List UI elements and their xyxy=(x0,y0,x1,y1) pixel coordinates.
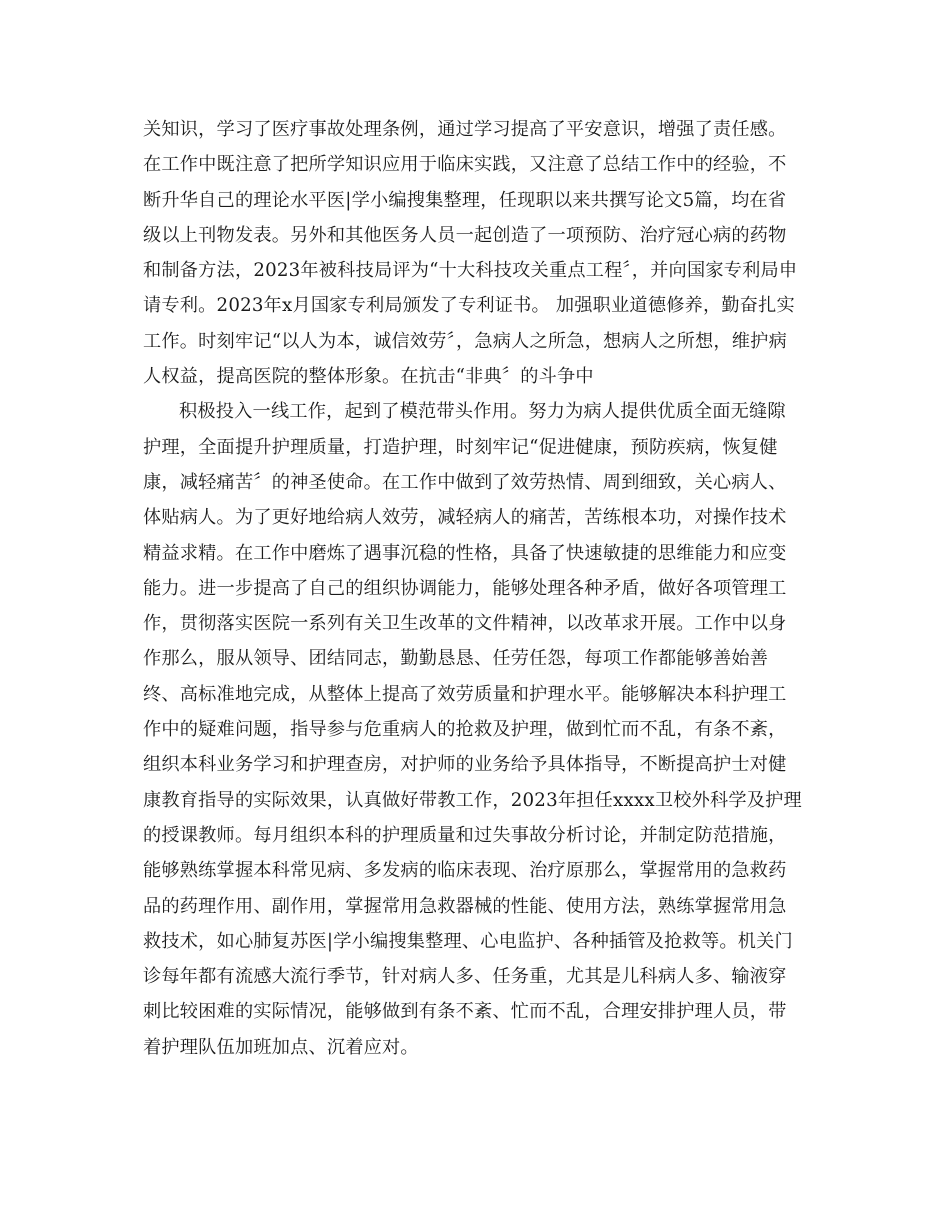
text-line: 断升华自己的理论水平医|学小编搜集整理，任现职以来共撰写论文5篇，均在省 xyxy=(143,189,787,211)
text-line: 着护理队伍加班加点、沉着应对。 xyxy=(143,1036,419,1058)
text-line: 工作。时刻牢记“以人为本，诚信效劳〞，急病人之所急，想病人之所想，维护病 xyxy=(143,330,787,352)
text-line: 康，减轻痛苦〞的神圣使命。在工作中做到了效劳热情、周到细致，关心病人、 xyxy=(143,471,787,493)
text-line: 组织本科业务学习和护理查房，对护师的业务给予具体指导，不断提高护士对健 xyxy=(143,754,787,776)
text-line: 刺比较困难的实际情况，能够做到有条不紊、忙而不乱，合理安排护理人员，带 xyxy=(143,1001,787,1023)
text-line: 精益求精。在工作中磨炼了遇事沉稳的性格，具备了快速敏捷的思维能力和应变 xyxy=(143,542,787,564)
text-line: 关知识，学习了医疗事故处理条例，通过学习提高了平安意识，增强了责任感。 xyxy=(143,119,787,140)
text-line: 级以上刊物发表。另外和其他医务人员一起创造了一项预防、治疗冠心病的药物 xyxy=(143,224,787,246)
text-line: 终、高标准地完成，从整体上提高了效劳质量和护理水平。能够解决本科护理工 xyxy=(143,683,787,705)
text-line: 和制备方法，2023年被科技局评为“十大科技攻关重点工程〞，并向国家专利局申 xyxy=(143,260,798,282)
text-line: 护理，全面提升护理质量，打造护理，时刻牢记“促进健康，预防疾病，恢复健 xyxy=(143,436,778,458)
text-line: 能力。进一步提高了自己的组织协调能力，能够处理各种矛盾，做好各项管理工 xyxy=(143,577,787,599)
text-line: 作那么，服从领导、团结同志，勤勤恳恳、任劳任怨，每项工作都能够善始善 xyxy=(143,648,769,670)
text-line: 的授课教师。每月组织本科的护理质量和过失事故分析讨论，并制定防范措施， xyxy=(143,824,787,846)
text-line: 在工作中既注意了把所学知识应用于临床实践，又注意了总结工作中的经验，不 xyxy=(143,154,787,176)
text-line: 体贴病人。为了更好地给病人效劳，减轻病人的痛苦，苦练根本功，对操作技术 xyxy=(143,507,787,529)
paragraph-start-line: 积极投入一线工作，起到了模范带头作用。努力为病人提供优质全面无缝隙 xyxy=(179,401,786,423)
text-line: 请专利。2023年x月国家专利局颁发了专利证书。 加强职业道德修养，勤奋扎实 xyxy=(143,295,795,317)
text-line: 救技术，如心肺复苏医|学小编搜集整理、心电监护、各种插管及抢救等。机关门 xyxy=(143,930,793,952)
text-line: 作，贯彻落实医院一系列有关卫生改革的文件精神，以改革求开展。工作中以身 xyxy=(143,613,787,635)
text-line: 人权益，提高医院的整体形象。在抗击“非典〞的斗争中 xyxy=(143,366,594,388)
text-line: 品的药理作用、副作用，掌握常用急救器械的性能、使用方法，熟练掌握常用急 xyxy=(143,895,787,917)
body-text xyxy=(143,112,810,1065)
text-line: 能够熟练掌握本科常见病、多发病的临床表现、治疗原那么，掌握常用的急救药 xyxy=(143,860,787,882)
text-line: 作中的疑难问题，指导参与危重病人的抢救及护理，做到忙而不乱，有条不紊， xyxy=(143,719,787,741)
text-line: 康教育指导的实际效果，认真做好带教工作，2023年担任xxxx卫校外科学及护理 xyxy=(143,789,802,811)
text-line: 诊每年都有流感大流行季节，针对病人多、任务重，尤其是儿科病人多、输液穿 xyxy=(143,966,787,988)
